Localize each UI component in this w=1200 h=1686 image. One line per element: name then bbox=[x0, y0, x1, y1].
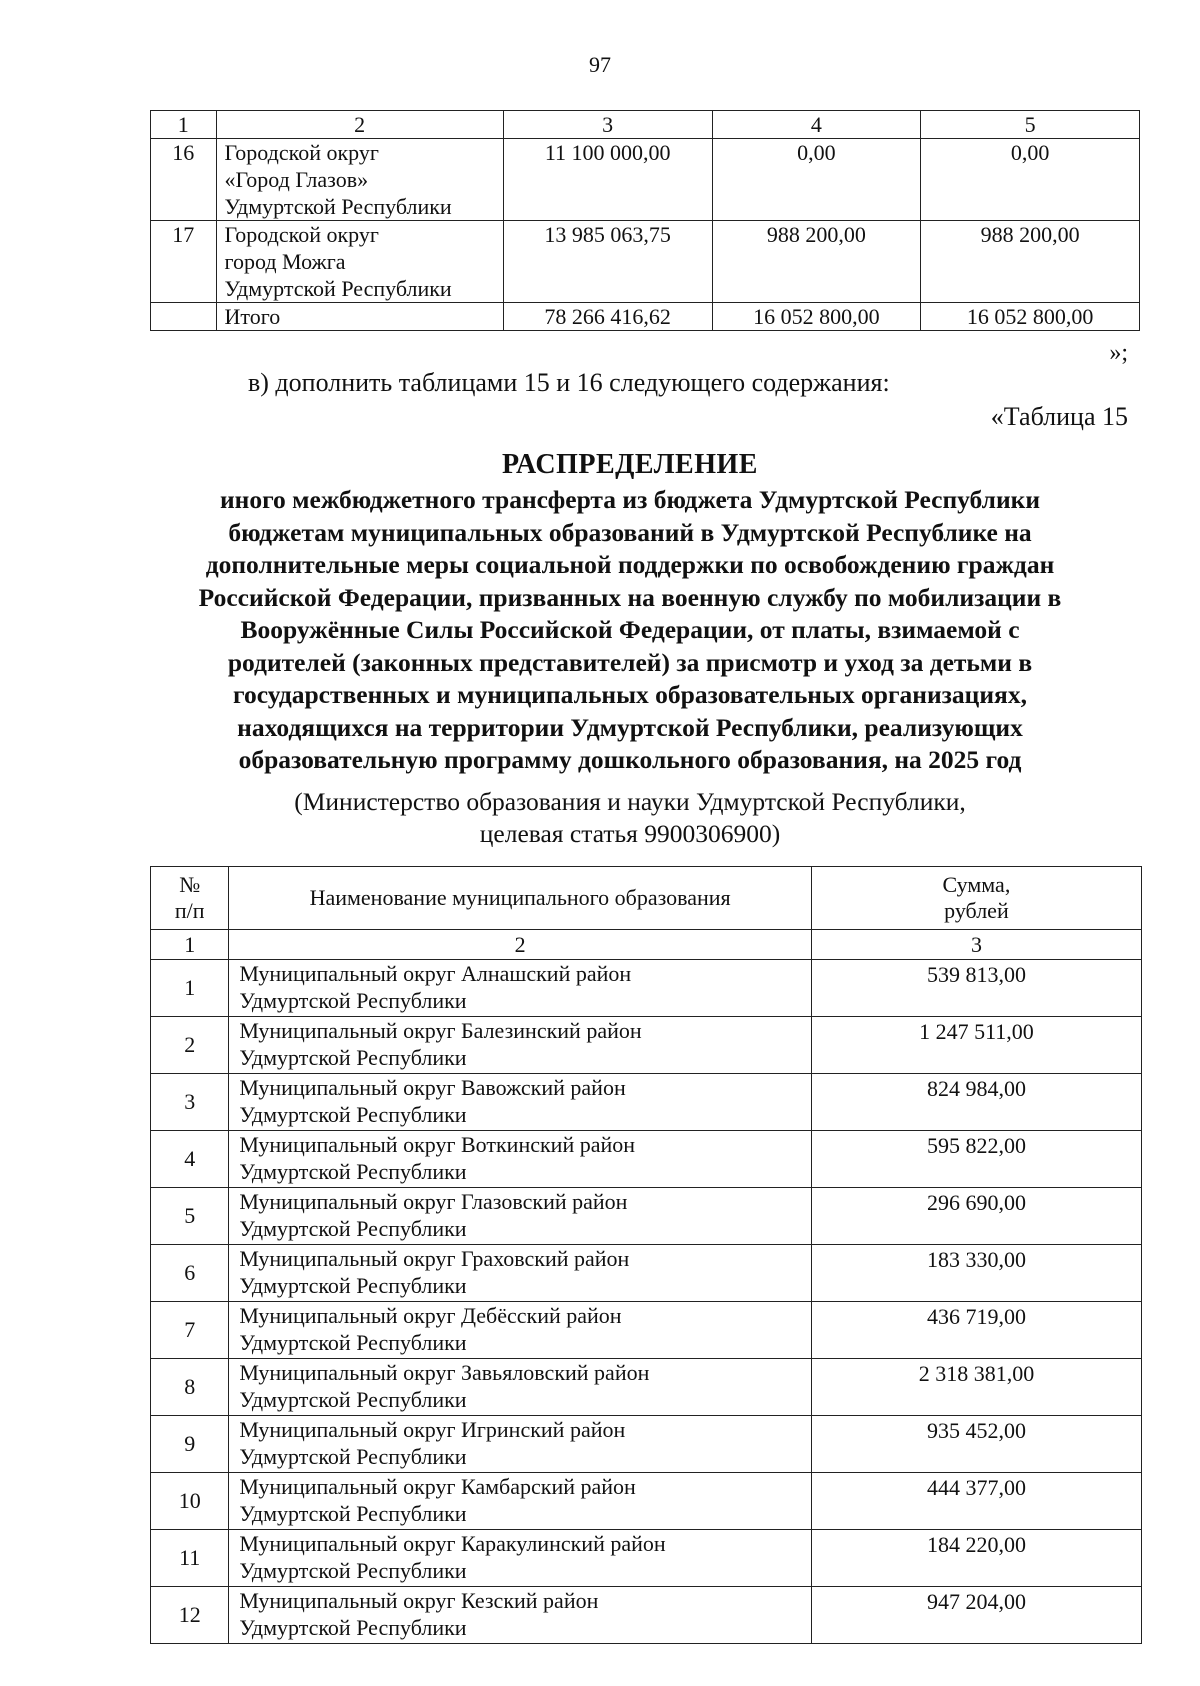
table-row bbox=[151, 1188, 1142, 1245]
amount-cell: 0,00 bbox=[921, 139, 1140, 221]
document-heading bbox=[130, 448, 1130, 777]
name-line: город Можга bbox=[224, 249, 346, 274]
row-number: 16 bbox=[151, 139, 217, 221]
name-line: Муниципальный округ Завьяловский район bbox=[239, 1360, 650, 1385]
table-label: «Таблица 15 bbox=[990, 402, 1128, 431]
amount-cell: 2 318 381,00 bbox=[811, 1359, 1141, 1416]
amount-cell: 595 822,00 bbox=[811, 1131, 1141, 1188]
heading-title: РАСПРЕДЕЛЕНИЕ bbox=[502, 449, 758, 480]
row-number: 8 bbox=[151, 1359, 229, 1416]
municipality-name bbox=[229, 1530, 811, 1587]
heading-line: дополнительные меры социальной поддержки по освобождению граждан bbox=[205, 550, 1055, 579]
heading-line: иного межбюджетного трансферта из бюджета Удмуртской Республики bbox=[219, 485, 1041, 514]
table-row bbox=[151, 221, 1140, 303]
amount-cell: 11 100 000,00 bbox=[503, 139, 712, 221]
name-line: Муниципальный округ Каракулинский район bbox=[239, 1531, 666, 1556]
municipality-name bbox=[229, 1359, 811, 1416]
row-number: 3 bbox=[151, 1074, 229, 1131]
table-total-row bbox=[151, 303, 1140, 331]
table-column-numbers bbox=[151, 930, 1142, 960]
name-line: Удмуртской Республики bbox=[224, 194, 452, 219]
heading-line: Вооружённые Силы Российской Федерации, от платы, взимаемой с bbox=[240, 615, 1020, 644]
name-line: Удмуртской Республики bbox=[239, 1216, 467, 1241]
heading-line: родителей (законных представителей) за присмотр и уход за детьми в bbox=[227, 647, 1033, 677]
page-number: 97 bbox=[589, 52, 611, 77]
name-line: Муниципальный округ Балезинский район bbox=[239, 1018, 642, 1043]
name-line: Удмуртской Республики bbox=[224, 276, 452, 301]
amount-cell: 539 813,00 bbox=[811, 960, 1141, 1017]
row-number: 6 bbox=[151, 1245, 229, 1302]
row-number: 9 bbox=[151, 1416, 229, 1473]
heading-body bbox=[130, 484, 1130, 777]
total-amount: 16 052 800,00 bbox=[921, 303, 1140, 331]
table-row bbox=[151, 1302, 1142, 1359]
name-line: Муниципальный округ Дебёсский район bbox=[239, 1303, 622, 1328]
municipality-name bbox=[229, 1416, 811, 1473]
header-line: п/п bbox=[174, 898, 205, 923]
name-line: Муниципальный округ Алнашский район bbox=[239, 961, 632, 986]
table-column-numbers bbox=[151, 111, 1140, 139]
amount-cell: 436 719,00 bbox=[811, 1302, 1141, 1359]
row-number: 17 bbox=[151, 221, 217, 303]
municipality-name bbox=[229, 1302, 811, 1359]
header-line: Сумма, bbox=[942, 872, 1011, 897]
column-number: 1 bbox=[151, 930, 229, 960]
subtitle-line: (Министерство образования и науки Удмуртской Республики, bbox=[294, 787, 966, 816]
amount-cell: 935 452,00 bbox=[811, 1416, 1141, 1473]
row-number: 4 bbox=[151, 1131, 229, 1188]
municipality-name bbox=[229, 1188, 811, 1245]
amount-cell: 988 200,00 bbox=[712, 221, 921, 303]
name-line: Муниципальный округ Камбарский район bbox=[239, 1474, 636, 1499]
table-row bbox=[151, 1473, 1142, 1530]
column-number: 3 bbox=[503, 111, 712, 139]
total-amount: 78 266 416,62 bbox=[503, 303, 712, 331]
column-number: 1 bbox=[151, 111, 217, 139]
name-line: Городской округ bbox=[224, 222, 379, 247]
name-line: Удмуртской Республики bbox=[239, 1558, 467, 1583]
amount-cell: 296 690,00 bbox=[811, 1188, 1141, 1245]
municipality-name bbox=[229, 1245, 811, 1302]
amount-cell: 444 377,00 bbox=[811, 1473, 1141, 1530]
column-number: 4 bbox=[712, 111, 921, 139]
heading-line: образовательную программу дошкольного образования, на 2025 год bbox=[238, 745, 1022, 774]
table-row bbox=[151, 1416, 1142, 1473]
amount-cell: 0,00 bbox=[712, 139, 921, 221]
closing-quote: »; bbox=[1109, 340, 1128, 366]
amount-cell: 947 204,00 bbox=[811, 1587, 1141, 1644]
municipality-name bbox=[229, 1473, 811, 1530]
municipality-name bbox=[229, 1074, 811, 1131]
amount-cell: 988 200,00 bbox=[921, 221, 1140, 303]
row-number: 11 bbox=[151, 1530, 229, 1587]
header-number bbox=[151, 867, 229, 930]
name-line: Удмуртской Республики bbox=[239, 1387, 467, 1412]
row-number: 1 bbox=[151, 960, 229, 1017]
table-row bbox=[151, 1245, 1142, 1302]
amount-cell: 183 330,00 bbox=[811, 1245, 1141, 1302]
row-number: 2 bbox=[151, 1017, 229, 1074]
name-line: Муниципальный округ Вавожский район bbox=[239, 1075, 626, 1100]
municipality-name bbox=[216, 139, 503, 221]
amount-cell: 824 984,00 bbox=[811, 1074, 1141, 1131]
table-row bbox=[151, 1587, 1142, 1644]
name-line: Удмуртской Республики bbox=[239, 1501, 467, 1526]
name-line: Удмуртской Республики bbox=[239, 1615, 467, 1640]
total-amount: 16 052 800,00 bbox=[712, 303, 921, 331]
amount-cell: 1 247 511,00 bbox=[811, 1017, 1141, 1074]
row-number: 7 bbox=[151, 1302, 229, 1359]
heading-line: бюджетам муниципальных образований в Удмуртской Республике на bbox=[228, 517, 1032, 547]
column-number: 5 bbox=[921, 111, 1140, 139]
heading-line: Российской Федерации, призванных на военную службу по мобилизации в bbox=[198, 582, 1062, 612]
row-number: 10 bbox=[151, 1473, 229, 1530]
row-number: 12 bbox=[151, 1587, 229, 1644]
total-label: Итого bbox=[216, 303, 503, 331]
header-name: Наименование муниципального образования bbox=[229, 867, 811, 930]
table-row bbox=[151, 1131, 1142, 1188]
row-number: 5 bbox=[151, 1188, 229, 1245]
header-line: рублей bbox=[944, 898, 1009, 923]
name-line: «Город Глазов» bbox=[224, 167, 369, 192]
name-line: Удмуртской Республики bbox=[239, 1102, 467, 1127]
name-line: Муниципальный округ Глазовский район bbox=[239, 1189, 628, 1214]
row-number bbox=[151, 303, 217, 331]
municipality-name bbox=[229, 1587, 811, 1644]
header-line: № bbox=[179, 872, 201, 897]
amount-cell: 184 220,00 bbox=[811, 1530, 1141, 1587]
column-number: 3 bbox=[811, 930, 1141, 960]
table-row bbox=[151, 139, 1140, 221]
name-line: Удмуртской Республики bbox=[239, 1273, 467, 1298]
name-line: Муниципальный округ Кезский район bbox=[239, 1588, 599, 1613]
name-line: Муниципальный округ Игринский район bbox=[239, 1417, 626, 1442]
amendment-text: в) дополнить таблицами 15 и 16 следующего содержания: bbox=[248, 368, 890, 397]
table-row bbox=[151, 960, 1142, 1017]
header-sum bbox=[811, 867, 1141, 930]
heading-line: находящихся на территории Удмуртской Республики, реализующих bbox=[237, 712, 1023, 742]
name-line: Удмуртской Республики bbox=[239, 988, 467, 1013]
name-line: Удмуртской Республики bbox=[239, 1444, 467, 1469]
continuation-table bbox=[150, 110, 1140, 331]
name-line: Муниципальный округ Граховский район bbox=[239, 1246, 630, 1271]
table-row bbox=[151, 1359, 1142, 1416]
name-line: Удмуртской Республики bbox=[239, 1159, 467, 1184]
table-row bbox=[151, 1530, 1142, 1587]
heading-subtitle bbox=[130, 786, 1130, 850]
table-row bbox=[151, 1074, 1142, 1131]
table-header-row bbox=[151, 867, 1142, 930]
name-line: Удмуртской Республики bbox=[239, 1330, 467, 1355]
name-line: Городской округ bbox=[224, 140, 379, 165]
amount-cell: 13 985 063,75 bbox=[503, 221, 712, 303]
municipality-name bbox=[216, 221, 503, 303]
column-number: 2 bbox=[216, 111, 503, 139]
column-number: 2 bbox=[229, 930, 811, 960]
name-line: Муниципальный округ Воткинский район bbox=[239, 1132, 636, 1157]
municipality-name bbox=[229, 960, 811, 1017]
name-line: Удмуртской Республики bbox=[239, 1045, 467, 1070]
subtitle-line: целевая статья 9900306900) bbox=[479, 819, 781, 848]
heading-line: государственных и муниципальных образовательных организациях, bbox=[233, 680, 1027, 709]
table-row bbox=[151, 1017, 1142, 1074]
distribution-table bbox=[150, 866, 1142, 1644]
municipality-name bbox=[229, 1017, 811, 1074]
municipality-name bbox=[229, 1131, 811, 1188]
